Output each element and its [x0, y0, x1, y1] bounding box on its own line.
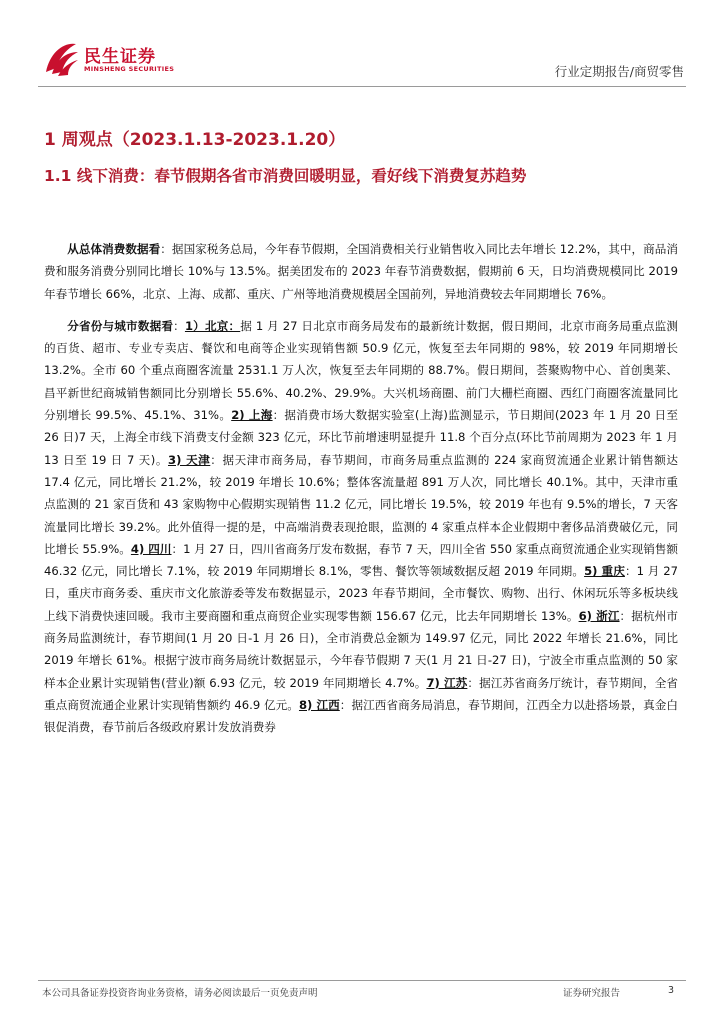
brand-logo	[42, 38, 222, 82]
minsheng-logo-icon	[42, 38, 80, 78]
city-jiangxi: 8) 江西	[298, 697, 340, 712]
text-jiangsu: ：据江苏省商务厅统计，春节期间，全省重点商贸流通企业累计实现销售额约 46.9 亿元。	[44, 675, 678, 712]
text-beijing: 据 1 月 27 日北京市商务局发布的最新统计数据，假日期间，北京市商务局重点监测的百货、超市、专业专卖店、餐饮和电商等企业实现销售额 50.9 亿元，恢复至去年同期的 98%，较 2019 年同期增长 13.2%。全市 60 个重点商圈客流量 2531.1 万人次，恢复至去年同期的 88.7%。假日期间，荟聚购物中心、首创奥莱、昌平新世纪商城销售额同比分别增长 55.6%、40.2%、29.9%。大兴机场商圈、前门大栅栏商圈、西红门商圈客流量同比分别增长 99.5%、45.1%、31%。	[44, 318, 678, 423]
footer-label: 证券研究报告	[563, 988, 621, 999]
report-body	[44, 238, 678, 749]
text-tianjin: ：据天津市商务局，春节期间，市商务局重点监测的 224 家商贸流通企业累计销售额达 17.4 亿元，同比增长 21.2%，较 2019 年增长 10.6%；整体客流量超 891 万人次，同比增长 40.1%。其中，天津市重点监测的 21 家百货和 43 家购物中心假期实现销售 11.2 亿元，同比增长 19.5%，较 2019 年也有 9.5%的增长，7 天客流量同比增长 39.2%。此外值得一提的是，中高端消费表现抢眼，监测的 4 家重点样本企业假期中奢侈品消费破亿元，同比增长 55.9%。	[44, 452, 678, 556]
report-type: 行业定期报告/商贸零售	[554, 64, 684, 79]
text-overall: ：据国家税务总局，今年春节假期，全国消费相关行业销售收入同比去年增长 12.2%，其中，商品消费和服务消费分别同比增长 10%与 13.5%。据美团发布的 2023 年春节消费数据，假期前 6 天，日均消费规模同比 2019 年春节增长 66%，北京、上海、成都、重庆、广州等地消费规模居全国前列，异地消费较去年同期增长 76%。	[44, 242, 678, 301]
subsection-heading: 1.1 线下消费：春节假期各省市消费回暖明显，看好线下消费复苏趋势	[44, 167, 527, 185]
city-zhejiang: 6) 浙江	[578, 608, 620, 623]
lead-regional: 分省份与城市数据看	[67, 318, 174, 333]
brand-name-en: MINSHENG SECURITIES	[84, 65, 175, 73]
section-heading: 1 周观点（2023.1.13-2023.1.20）	[44, 130, 346, 150]
paragraph-regional	[44, 315, 678, 739]
city-sichuan: 4) 四川	[130, 541, 172, 556]
text-chongqing: ：1 月 27 日，重庆市商务委、重庆市文化旅游委等发布数据显示，2023 年春节期间，全市餐饮、购物、出行、休闲玩乐等多板块线上线下消费快速回暖。我市主要商圈和重点商贸企业实现零售额 156.67 亿元，比去年同期增长 13%。	[44, 564, 678, 623]
lead-overall: 从总体消费数据看	[67, 242, 161, 256]
page-header	[38, 38, 686, 87]
paragraph-overall	[44, 238, 678, 305]
text-zhejiang: ：据杭州市商务局监测统计，春节期间(1 月 20 日-1 月 26 日)，全市消费总金额为 149.97 亿元，同比 2022 年增长 21.6%，同比 2019 年增长 61%。根据宁波市商务局统计数据显示，今年春节假期 7 天(1 月 21 日-27 日)，宁波全市重点监测的 50 家样本企业累计实现销售(营业)额 6.93 亿元，较 2019 年同期增长 4.7%。	[44, 608, 678, 690]
text-jiangxi: ：据江西省商务局消息，春节期间，江西全力以赴搭场景，真金白银促消费，春节前后各级政府累计发放消费券	[44, 697, 678, 735]
city-tianjin: 3) 天津	[168, 452, 211, 467]
page-number: 3	[668, 985, 675, 996]
text-shanghai: ：据消费市场大数据实验室(上海)监测显示，节日期间(2023 年 1 月 20 日至 26 日)7 天，上海全市线下消费支付金额 323 亿元，环比节前增速明显提升 11.8 个百分点(环比节前周期为 2023 年 1 月 13 日至 19 日 7 天)。	[44, 408, 678, 467]
footer-disclaimer: 本公司具备证券投资咨询业务资格，请务必阅读最后一页免责声明	[42, 988, 318, 999]
city-chongqing: 5) 重庆	[584, 564, 625, 579]
lead-separator: ：	[173, 318, 185, 333]
brand-name-cn: 民生证券	[84, 47, 156, 67]
text-sichuan: ：1 月 27 日，四川省商务厅发布数据，春节 7 天，四川全省 550 家重点商贸流通企业实现销售额 46.32 亿元，同比增长 7.1%，较 2019 年同期增长 8.1%，零售、餐饮等领域数据反超 2019 年同期。	[44, 541, 678, 579]
footer-divider	[38, 980, 686, 981]
city-shanghai: 2) 上海	[231, 408, 273, 423]
city-beijing: 1）北京：	[184, 318, 241, 333]
city-jiangsu: 7) 江苏	[426, 675, 468, 690]
